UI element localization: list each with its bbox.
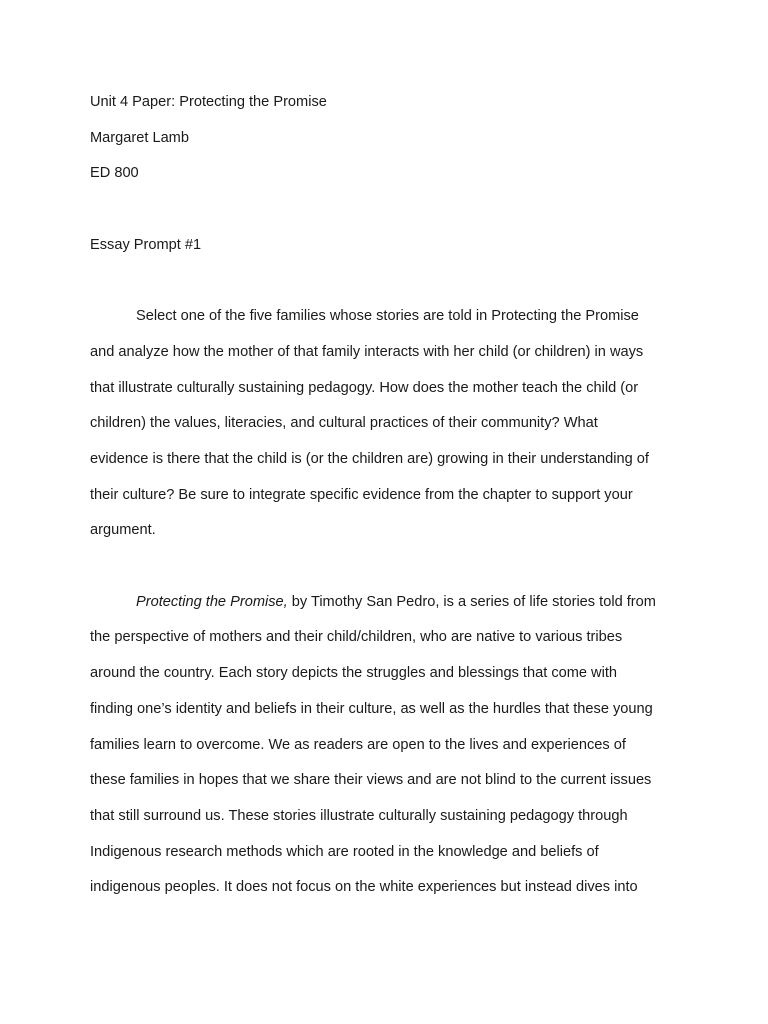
course-code: ED 800: [90, 165, 139, 181]
essay-line: that still surround us. These stories illustrate culturally sustaining pedagogy through: [90, 808, 628, 824]
prompt-line: their culture? Be sure to integrate specific evidence from the chapter to support your: [90, 487, 633, 503]
essay-line: Indigenous research methods which are rooted in the knowledge and beliefs of: [90, 844, 599, 860]
essay-line: these families in hopes that we share their views and are not blind to the current issues: [90, 772, 652, 788]
essay-line: finding one’s identity and beliefs in their culture, as well as the hurdles that these young: [90, 701, 653, 717]
prompt-line: and analyze how the mother of that family interacts with her child (or children) in ways: [90, 344, 644, 360]
prompt-line: Select one of the five families whose stories are told in Protecting the Promise: [136, 308, 639, 324]
essay-first-line: [136, 593, 656, 611]
essay-line: families learn to overcome. We as readers are open to the lives and experiences of: [90, 737, 626, 753]
paper-title: Unit 4 Paper: Protecting the Promise: [90, 94, 327, 110]
essay-line: the perspective of mothers and their child/children, who are native to various tribes: [90, 629, 623, 645]
prompt-heading: Essay Prompt #1: [90, 237, 202, 253]
prompt-line: that illustrate culturally sustaining pedagogy. How does the mother teach the child (or: [90, 380, 639, 396]
essay-line: indigenous peoples. It does not focus on the white experiences but instead dives into: [90, 879, 638, 895]
prompt-line: evidence is there that the child is (or the children are) growing in their understanding of: [90, 451, 649, 467]
prompt-line: argument.: [90, 522, 156, 538]
book-title: Protecting the Promise,: [136, 594, 288, 610]
author-name: Margaret Lamb: [90, 130, 189, 146]
essay-first-line-rest: by Timothy San Pedro, is a series of life stories told from: [287, 594, 656, 610]
essay-line: around the country. Each story depicts the struggles and blessings that come with: [90, 665, 618, 681]
prompt-line: children) the values, literacies, and cultural practices of their community? What: [90, 415, 598, 431]
